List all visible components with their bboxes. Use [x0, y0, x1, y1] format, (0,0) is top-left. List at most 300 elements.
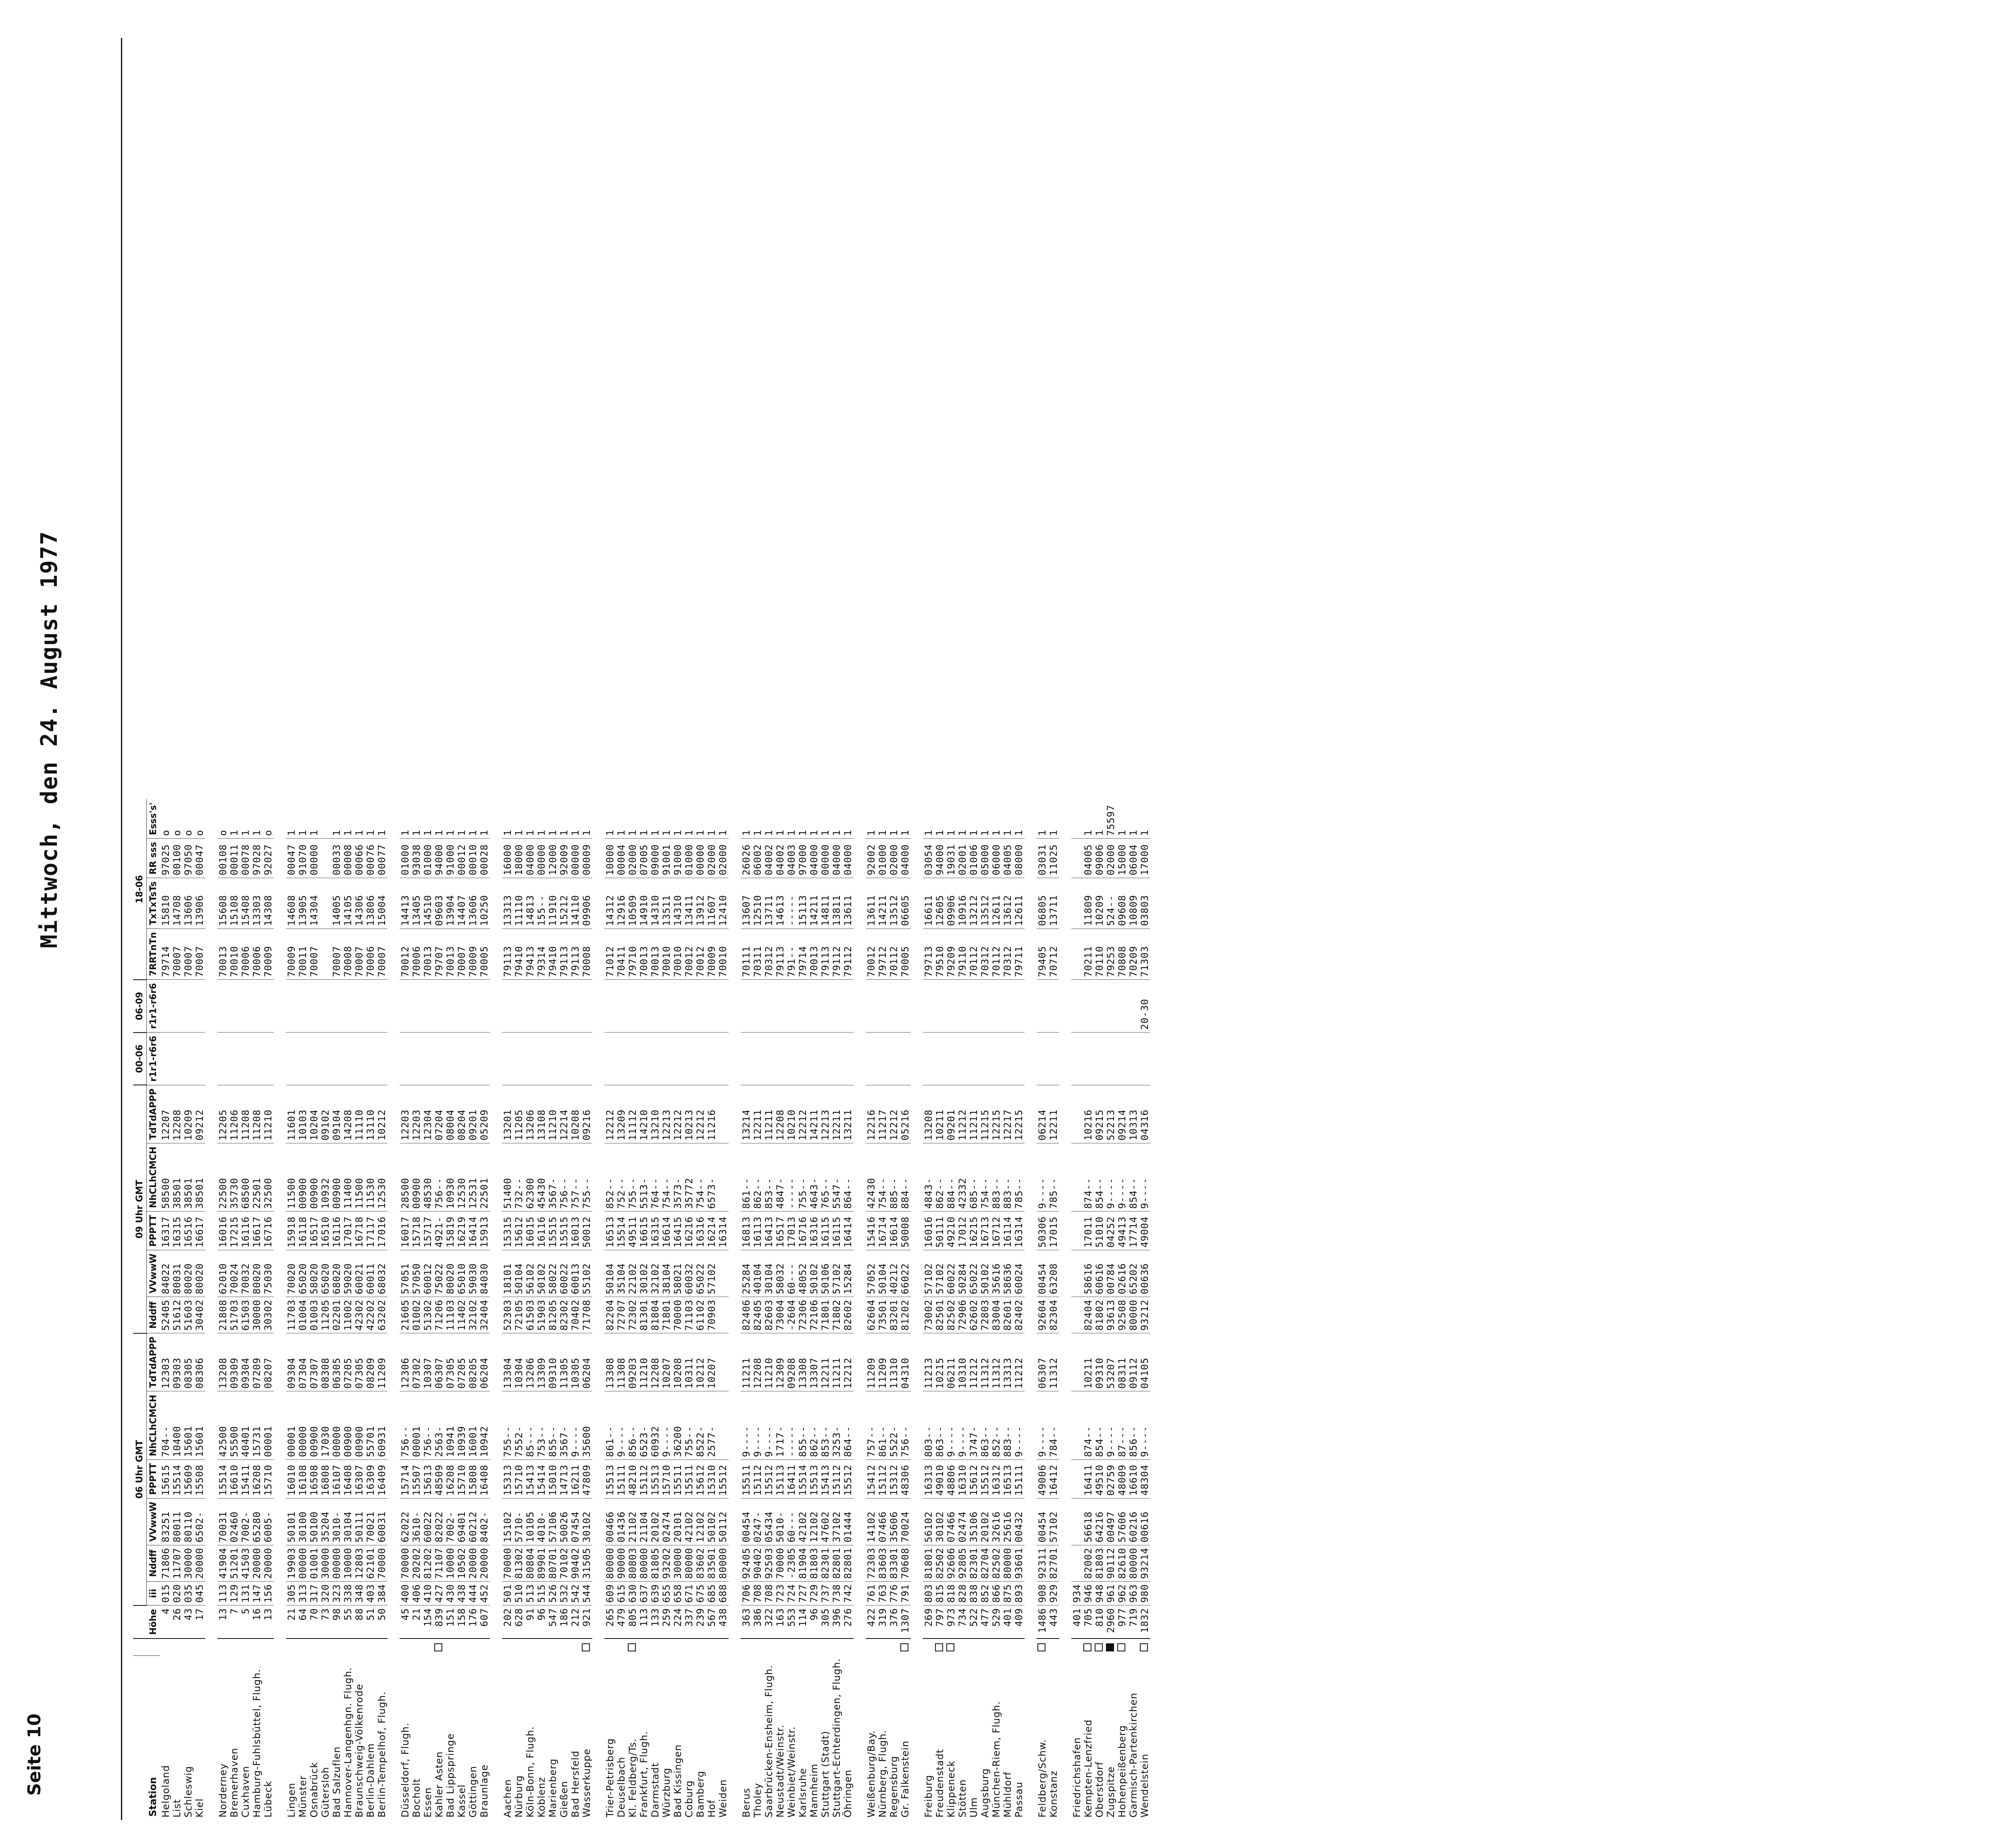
- data-cell-r1: [183, 1033, 194, 1085]
- data-cell-t06: 12212: [842, 1333, 854, 1391]
- data-cell-w09: 80020: [183, 1250, 194, 1297]
- data-cell-iii: 761: [866, 1581, 877, 1605]
- data-cell-r1: [877, 1033, 888, 1085]
- mountain-marker: [479, 1639, 490, 1656]
- mountain-marker: [456, 1639, 467, 1656]
- data-cell-p06: 15010: [547, 1459, 558, 1498]
- table-row: [1037, 799, 1048, 1820]
- data-cell-t06: 06204: [479, 1333, 490, 1391]
- table-row: [831, 799, 842, 1820]
- data-cell-w09: 80020: [194, 1250, 205, 1297]
- data-cell-iii: 685: [706, 1581, 717, 1605]
- data-cell-iii: 655: [661, 1581, 672, 1605]
- data-cell-x4: 1: [616, 799, 627, 838]
- data-cell-c09: 9----: [1105, 1143, 1116, 1212]
- data-cell-n09: 51903: [536, 1297, 547, 1333]
- height-cell: 4: [160, 1605, 171, 1639]
- data-cell-t09: 09212: [194, 1085, 205, 1143]
- mountain-marker: [763, 1639, 775, 1656]
- height-cell: 1486: [1037, 1605, 1048, 1639]
- data-cell-w06: 57606: [1116, 1498, 1128, 1545]
- data-cell-w06: 70024: [900, 1498, 911, 1545]
- data-cell-x1: 70012: [400, 929, 411, 980]
- data-cell-t06: 11210: [763, 1333, 775, 1391]
- data-cell-p06: 15513: [604, 1459, 616, 1498]
- data-cell-w09: 58020: [308, 1250, 320, 1297]
- data-cell-x4: o: [262, 799, 274, 838]
- data-cell-p09: 16214: [706, 1212, 717, 1250]
- data-cell-c09: 48530: [422, 1143, 433, 1212]
- gap-cell: [387, 799, 400, 1820]
- data-cell-n09: 70903: [706, 1297, 717, 1333]
- data-cell-c09: 755--: [581, 1143, 592, 1212]
- height-cell: 477: [979, 1605, 991, 1639]
- data-cell-p09: 16714: [877, 1212, 888, 1250]
- data-cell-c09: 862--: [752, 1143, 763, 1212]
- data-cell-t09: 12212: [888, 1085, 900, 1143]
- data-cell-c09: -----: [786, 1143, 797, 1212]
- data-cell-t09: 12213: [661, 1085, 672, 1143]
- data-cell-iii: 838: [968, 1581, 979, 1605]
- data-cell-x2: 15810: [160, 878, 171, 929]
- data-cell-t06: 11305: [558, 1333, 570, 1391]
- data-cell-c09: 754--: [979, 1143, 991, 1212]
- data-cell-iii: 131: [240, 1581, 251, 1605]
- data-cell-t09: 10210: [786, 1085, 797, 1143]
- mountain-marker: [251, 1639, 262, 1656]
- data-cell-p09: 04252: [1105, 1212, 1116, 1250]
- data-cell-n06: 10000: [342, 1545, 354, 1581]
- data-cell-x2: 12611: [991, 878, 1002, 929]
- data-cell-x2: 12410: [717, 878, 729, 929]
- data-cell-x1: 79710: [627, 929, 638, 980]
- data-cell-iii: 515: [536, 1581, 547, 1605]
- data-cell-n06: 80000: [638, 1545, 650, 1581]
- data-cell-p06: 15808: [467, 1459, 479, 1498]
- data-cell-x4: 1: [1116, 799, 1128, 838]
- table-row: [240, 799, 251, 1820]
- data-cell-t09: 14208: [342, 1085, 354, 1143]
- data-cell-w09: 70020: [286, 1250, 297, 1297]
- data-cell-t06: 09203: [627, 1333, 638, 1391]
- data-cell-x2: 14407: [456, 878, 467, 929]
- data-cell-r2: [888, 980, 900, 1033]
- data-cell-x1: 70312: [979, 929, 991, 980]
- data-cell-p09: 16517: [308, 1212, 320, 1250]
- data-cell-n06: 80000: [683, 1545, 695, 1581]
- data-cell-w06: 02474: [957, 1498, 968, 1545]
- gap-cell: [205, 799, 217, 1820]
- data-cell-x1: 70312: [1002, 929, 1013, 980]
- data-cell-t06: 13308: [604, 1333, 616, 1391]
- data-cell-p09: 15918: [286, 1212, 297, 1250]
- data-cell-t06: 08308: [320, 1333, 331, 1391]
- data-cell-p09: 16716: [262, 1212, 274, 1250]
- data-cell-r1: [354, 1033, 365, 1085]
- data-cell-p06: 15112: [638, 1459, 650, 1498]
- data-cell-n06: 00000: [331, 1545, 342, 1581]
- height-cell: 607: [479, 1605, 490, 1639]
- data-cell-t09: 12217: [1002, 1085, 1013, 1143]
- mountain-marker: [706, 1639, 717, 1656]
- data-cell-iii: 893: [1013, 1581, 1025, 1605]
- height-cell: 26: [171, 1605, 183, 1639]
- data-cell-p06: 15714: [400, 1459, 411, 1498]
- data-cell-w09: 65202: [1128, 1250, 1139, 1297]
- data-cell-x1: 79714: [797, 929, 808, 980]
- data-cell-x2: 14211: [808, 878, 820, 929]
- station-name: Coburg: [683, 1780, 695, 1818]
- data-cell-x1: 70112: [991, 929, 1002, 980]
- data-cell-r2: [1128, 980, 1139, 1033]
- station-name: Helgoland: [160, 1765, 171, 1818]
- station-name: Köln-Bonn, Flugh.: [525, 1726, 536, 1818]
- data-cell-iii: 430: [445, 1581, 456, 1605]
- data-cell-c09: 755--: [627, 1143, 638, 1212]
- data-cell-x1: 70006: [240, 929, 251, 980]
- data-cell-p09: 15913: [479, 1212, 490, 1250]
- data-cell-x3: 00033: [331, 839, 342, 878]
- data-cell-x2: 06605: [900, 878, 911, 929]
- data-cell-x2: 09906: [581, 878, 592, 929]
- data-cell-n06: 41904: [217, 1545, 229, 1581]
- data-cell-w09: [1071, 1250, 1083, 1297]
- data-cell-n06: 93202: [661, 1545, 672, 1581]
- data-cell-n09: 92508: [1116, 1297, 1128, 1333]
- height-cell: 973: [946, 1605, 957, 1639]
- data-cell-p06: 16310: [957, 1459, 968, 1498]
- data-cell-r1: [672, 1033, 683, 1085]
- data-cell-x2: 10250: [479, 878, 490, 929]
- data-cell-n09: 81301: [638, 1297, 650, 1333]
- data-cell-p09: 17012: [957, 1212, 968, 1250]
- data-cell-w06: 56618: [1083, 1498, 1094, 1545]
- table-row: [763, 799, 775, 1820]
- data-cell-x3: 02000: [888, 839, 900, 878]
- data-cell-r1: [775, 1033, 786, 1085]
- data-cell-x1: 70012: [695, 929, 706, 980]
- data-cell-c06: 883--: [1002, 1391, 1013, 1460]
- data-cell-p09: 16413: [763, 1212, 775, 1250]
- height-cell: 239: [695, 1605, 706, 1639]
- data-cell-x4: 1: [946, 799, 957, 838]
- data-cell-t09: 12215: [1013, 1085, 1025, 1143]
- data-cell-r1: [1105, 1033, 1116, 1085]
- data-cell-x2: 14608: [286, 878, 297, 929]
- data-cell-n09: 71801: [820, 1297, 831, 1333]
- data-cell-t09: 13214: [741, 1085, 752, 1143]
- data-cell-n09: 82602: [842, 1297, 854, 1333]
- data-cell-n09: 82501: [934, 1297, 946, 1333]
- table-row: [286, 799, 297, 1820]
- data-cell-r2: [786, 980, 797, 1033]
- data-cell-w06: 50111: [354, 1498, 365, 1545]
- data-cell-n09: 30302: [262, 1297, 274, 1333]
- height-cell: 443: [1048, 1605, 1059, 1639]
- data-cell-n06: 93601: [1013, 1545, 1025, 1581]
- data-cell-p06: 16808: [320, 1459, 331, 1498]
- data-cell-x4: 1: [786, 799, 797, 838]
- data-cell-c06: 863--: [979, 1391, 991, 1460]
- data-cell-n09: 73002: [923, 1297, 934, 1333]
- data-cell-c09: 785--: [1048, 1143, 1059, 1212]
- data-cell-w09: 48052: [797, 1250, 808, 1297]
- data-cell-c09: 00900: [331, 1143, 342, 1212]
- station-name: Ulm: [968, 1797, 979, 1818]
- data-cell-r2: [650, 980, 661, 1033]
- data-cell-r1: [900, 1033, 911, 1085]
- data-cell-x4: 1: [717, 799, 729, 838]
- data-cell-n09: 52303: [502, 1297, 513, 1333]
- data-cell-t09: 11216: [706, 1085, 717, 1143]
- table-row: [1048, 799, 1059, 1820]
- mountain-marker: [1128, 1639, 1139, 1656]
- data-cell-n09: 82302: [558, 1297, 570, 1333]
- data-cell-t09: 10216: [1083, 1085, 1094, 1143]
- data-cell-x3: 00076: [365, 839, 376, 878]
- data-cell-t09: 11112: [627, 1085, 638, 1143]
- data-cell-t09: 11208: [251, 1085, 262, 1143]
- table-row: [991, 799, 1002, 1820]
- data-cell-t09: 12212: [672, 1085, 683, 1143]
- table-row: [1094, 799, 1105, 1820]
- data-cell-c06: 861--: [604, 1391, 616, 1460]
- height-cell: 553: [786, 1605, 797, 1639]
- data-cell-n09: 63202: [376, 1297, 387, 1333]
- data-cell-x4: 1: [547, 799, 558, 838]
- data-cell-t06: 11310: [888, 1333, 900, 1391]
- data-cell-x4: 1: [581, 799, 592, 838]
- station-name: List: [171, 1799, 183, 1818]
- data-cell-x4: 1: [308, 799, 320, 838]
- data-cell-n06: 82801: [842, 1545, 854, 1581]
- table-row: [479, 799, 490, 1820]
- data-cell-t09: 12211: [752, 1085, 763, 1143]
- data-cell-t09: 11217: [877, 1085, 888, 1143]
- data-cell-iii: 929: [1048, 1581, 1059, 1605]
- data-cell-x4: 1: [695, 799, 706, 838]
- data-cell-n09: 51603: [183, 1297, 194, 1333]
- data-cell-p09: 16614: [661, 1212, 672, 1250]
- table-row: [320, 799, 331, 1820]
- data-cell-p09: 15514: [616, 1212, 627, 1250]
- data-cell-iii: 452: [479, 1581, 490, 1605]
- height-cell: 151: [445, 1605, 456, 1639]
- data-cell-n06: 81803: [1094, 1545, 1105, 1581]
- data-cell-n06: 10502: [456, 1545, 467, 1581]
- data-cell-c09: 38501: [171, 1143, 183, 1212]
- data-cell-p06: 15111: [1013, 1459, 1025, 1498]
- station-name: Wasserkuppe: [581, 1748, 592, 1818]
- data-cell-iii: 510: [513, 1581, 525, 1605]
- data-cell-p09: 17016: [376, 1212, 387, 1250]
- data-cell-r2: [547, 980, 558, 1033]
- data-cell-w06: 20102: [979, 1498, 991, 1545]
- data-cell-p06: 16408: [479, 1459, 490, 1498]
- square-icon: [582, 1643, 590, 1651]
- mountain-marker: [808, 1639, 820, 1656]
- data-cell-n06: 81801: [923, 1545, 934, 1581]
- col-header: RR sss: [147, 839, 160, 878]
- data-cell-w06: 14102: [866, 1498, 877, 1545]
- data-cell-x4: 1: [286, 799, 297, 838]
- data-cell-t09: 08004: [445, 1085, 456, 1143]
- data-cell-x3: 04000: [842, 839, 854, 878]
- mountain-marker: [957, 1639, 968, 1656]
- data-cell-iii: 658: [672, 1581, 683, 1605]
- data-cell-x2: 14413: [400, 878, 411, 929]
- data-cell-iii: 444: [467, 1581, 479, 1605]
- data-cell-n06: 70102: [558, 1545, 570, 1581]
- data-cell-x4: 1: [365, 799, 376, 838]
- data-cell-p09: 16414: [842, 1212, 854, 1250]
- data-cell-x2: 14910: [638, 878, 650, 929]
- height-cell: 529: [991, 1605, 1002, 1639]
- height-cell: 401: [1002, 1605, 1013, 1639]
- data-cell-n06: 81805: [650, 1545, 661, 1581]
- data-cell-x3: [320, 839, 331, 878]
- data-cell-t06: 10208: [672, 1333, 683, 1391]
- data-cell-x3: 97050: [183, 839, 194, 878]
- table-row: [1139, 799, 1150, 1820]
- data-cell-r2: [923, 980, 934, 1033]
- data-cell-t06: 09310: [547, 1333, 558, 1391]
- table-row: [547, 799, 558, 1820]
- data-cell-r2: [968, 980, 979, 1033]
- table-row: [957, 799, 968, 1820]
- data-cell-t09: 10103: [297, 1085, 308, 1143]
- data-cell-c09: 42332: [957, 1143, 968, 1212]
- station-name: Nürburg: [513, 1775, 525, 1818]
- height-header: Höhe: [133, 1605, 160, 1639]
- data-cell-x1: 70006: [251, 929, 262, 980]
- data-cell-n09: 81802: [1094, 1297, 1105, 1333]
- row-gap: [854, 799, 866, 1820]
- data-cell-n09: 01003: [308, 1297, 320, 1333]
- data-cell-x1: 79113: [820, 929, 831, 980]
- data-cell-n06: 80701: [547, 1545, 558, 1581]
- data-cell-c06: 855--: [547, 1391, 558, 1460]
- data-cell-n09: 82402: [1013, 1297, 1025, 1333]
- data-cell-x4: 1: [661, 799, 672, 838]
- data-cell-n06: 83301: [888, 1545, 900, 1581]
- data-cell-w09: 68032: [376, 1250, 387, 1297]
- data-cell-r2: [661, 980, 672, 1033]
- data-cell-c06: 753--: [536, 1391, 547, 1460]
- data-cell-n06: 82502: [934, 1545, 946, 1581]
- data-cell-w06: 30104: [342, 1498, 354, 1545]
- data-cell-t06: 09208: [786, 1333, 797, 1391]
- station-name: Münster: [297, 1775, 308, 1818]
- data-cell-p09: 15718: [411, 1212, 422, 1250]
- mountain-marker: [1013, 1639, 1025, 1656]
- data-cell-t06: 09304: [286, 1333, 297, 1391]
- data-cell-x2: 13806: [365, 878, 376, 929]
- station-name: Frankfurt, Flugh.: [638, 1731, 650, 1818]
- mountain-marker: [831, 1639, 842, 1656]
- data-cell-p06: 15310: [706, 1459, 717, 1498]
- data-cell-r1: [558, 1033, 570, 1085]
- data-cell-t06: 04105: [1139, 1333, 1150, 1391]
- data-cell-c06: 3567-: [558, 1391, 570, 1460]
- data-cell-c09: [717, 1143, 729, 1212]
- data-cell-x1: 71012: [604, 929, 616, 980]
- data-cell-r2: [217, 980, 229, 1033]
- data-cell-c09: 754--: [695, 1143, 706, 1212]
- data-cell-n06: 10000: [445, 1545, 456, 1581]
- data-cell-t06: 06307: [433, 1333, 445, 1391]
- data-cell-x4: 75597: [1105, 799, 1116, 838]
- data-cell-r1: [979, 1033, 991, 1085]
- data-cell-x3: 91000: [672, 839, 683, 878]
- data-cell-t09: 52213: [1105, 1085, 1116, 1143]
- table-row: [308, 799, 320, 1820]
- height-cell: 17: [194, 1605, 205, 1639]
- data-cell-n09: 72105: [513, 1297, 525, 1333]
- data-cell-c09: 11400: [342, 1143, 354, 1212]
- data-cell-x3: 04003: [786, 839, 797, 878]
- data-cell-iii: 323: [331, 1581, 342, 1605]
- col-header: iii: [147, 1581, 160, 1605]
- gap-cell: [911, 799, 923, 1820]
- data-cell-r1: [229, 1033, 240, 1085]
- data-cell-c06: 1717-: [775, 1391, 786, 1460]
- data-cell-c06: 9----: [570, 1391, 581, 1460]
- data-cell-x2: 15108: [229, 878, 240, 929]
- data-cell-n06: 11707: [171, 1545, 183, 1581]
- data-cell-x4: 1: [650, 799, 661, 838]
- data-cell-n09: 11002: [342, 1297, 354, 1333]
- table-row: [1002, 799, 1013, 1820]
- height-cell: 522: [968, 1605, 979, 1639]
- data-cell-t09: 07204: [433, 1085, 445, 1143]
- data-cell-x2: 13611: [842, 878, 854, 929]
- data-cell-x4: 1: [888, 799, 900, 838]
- height-cell: 438: [717, 1605, 729, 1639]
- data-cell-x2: 12510: [752, 878, 763, 929]
- data-cell-w06: 37102: [831, 1498, 842, 1545]
- square-icon: [1037, 1643, 1045, 1651]
- data-cell-p09: 16614: [888, 1212, 900, 1250]
- data-cell-w09: 50102: [808, 1250, 820, 1297]
- mountain-marker: [570, 1639, 581, 1656]
- data-cell-x2: 14304: [308, 878, 320, 929]
- data-cell-x1: 70007: [354, 929, 365, 980]
- data-cell-r2: [752, 980, 763, 1033]
- data-cell-t09: 10211: [934, 1085, 946, 1143]
- data-cell-t06: 07205: [342, 1333, 354, 1391]
- data-cell-r1: [1128, 1033, 1139, 1085]
- station-name: Friedrichshafen: [1071, 1737, 1083, 1818]
- data-cell-n06: 80000: [1128, 1545, 1139, 1581]
- data-cell-x3: 19031: [946, 839, 957, 878]
- station-name: Passau: [1013, 1781, 1025, 1818]
- data-cell-w06: 01444: [842, 1498, 854, 1545]
- data-cell-x3: 97028: [251, 839, 262, 878]
- mountain-marker: [1094, 1639, 1105, 1656]
- mountain-marker: [979, 1639, 991, 1656]
- data-cell-w06: 42102: [797, 1498, 808, 1545]
- data-cell-x4: 1: [979, 799, 991, 838]
- data-cell-iii: 962: [1116, 1581, 1128, 1605]
- data-cell-x2: 14312: [604, 878, 616, 929]
- data-cell-t06: 11209: [376, 1333, 387, 1391]
- data-cell-n09: 71801: [661, 1297, 672, 1333]
- data-cell-r1: [650, 1033, 661, 1085]
- table-row: [842, 799, 854, 1820]
- data-cell-x4: 1: [1128, 799, 1139, 838]
- data-cell-t06: 08306: [194, 1333, 205, 1391]
